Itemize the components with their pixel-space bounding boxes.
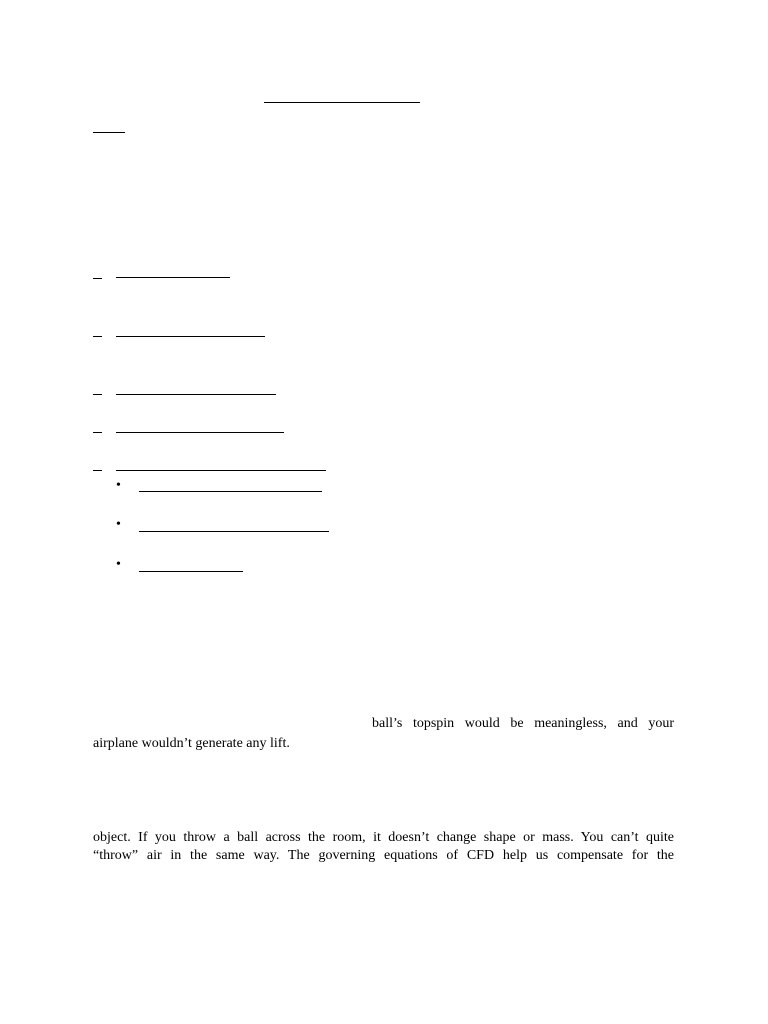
list-item-1-underline [116,277,230,278]
sub-bullet-2: • [116,517,121,532]
paragraph-1-line-2: airplane wouldn’t generate any lift. [93,736,290,751]
list-item-4-underline [116,432,284,433]
sub-item-2-underline [139,531,329,532]
list-dash-4 [93,432,102,433]
sub-item-3-underline [139,571,243,572]
paragraph-2-line-1: object. If you throw a ball across the room, it doesn’t change shape or mass. You can’t quite [93,830,674,845]
list-item-5-underline [116,470,326,471]
sub-bullet-3: • [116,557,121,572]
list-item-2-underline [116,336,265,337]
list-dash-1 [93,278,102,279]
paragraph-1-line-1: ball’s topspin would be meaningless, and your [372,716,674,731]
sub-item-1-underline [139,491,322,492]
list-dash-5 [93,470,102,471]
title-underline [264,102,420,103]
list-item-3-underline [116,394,276,395]
list-dash-2 [93,336,102,337]
sub-bullet-1: • [116,478,121,493]
paragraph-2-line-2: “throw” air in the same way. The governing equations of CFD help us compensate for the [93,848,674,863]
list-dash-3 [93,394,102,395]
heading-underline [93,132,125,133]
